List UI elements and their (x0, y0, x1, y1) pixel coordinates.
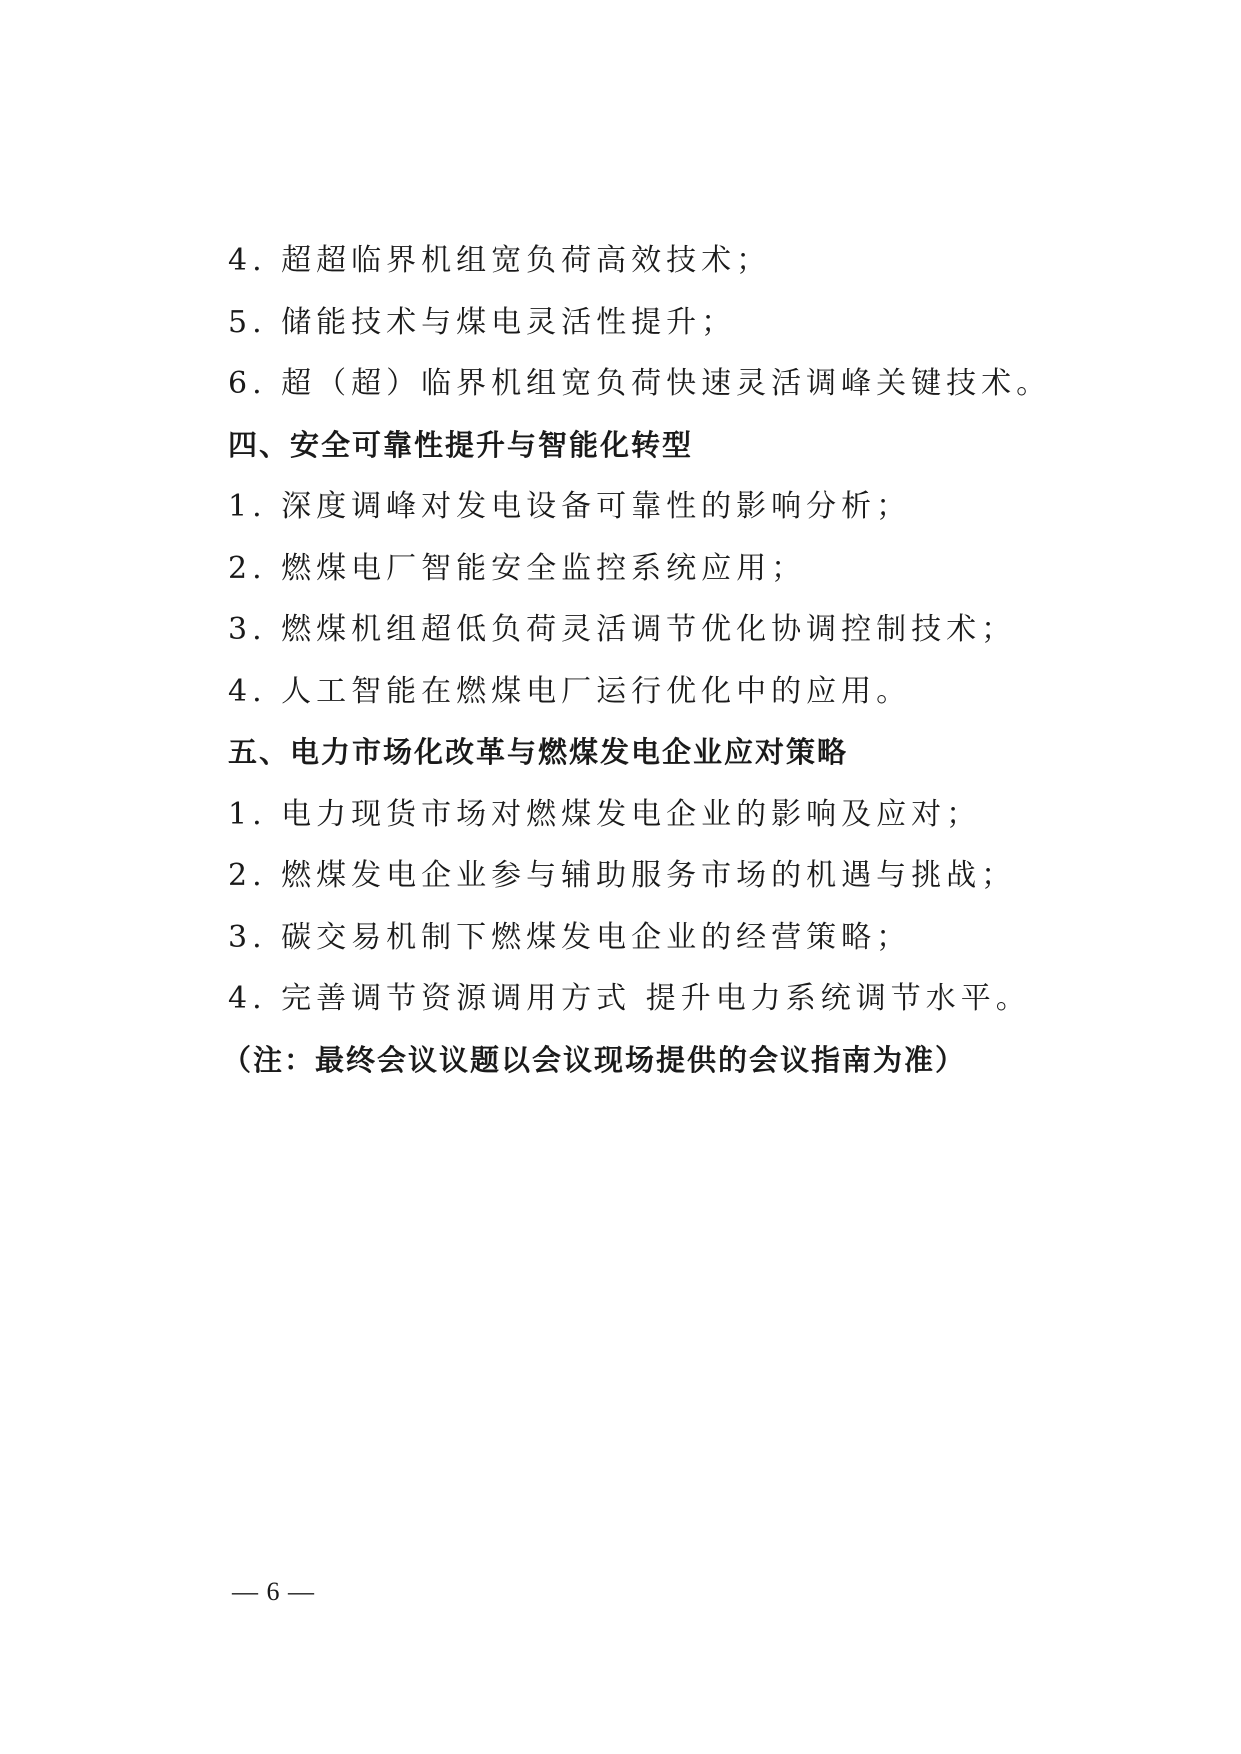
list-item: 2. 燃煤电厂智能安全监控系统应用； (228, 550, 807, 586)
section-heading: 四、安全可靠性提升与智能化转型 (228, 427, 694, 462)
list-item: 5. 储能技术与煤电灵活性提升； (228, 304, 737, 340)
list-item: 3. 燃煤机组超低负荷灵活调节优化协调控制技术； (228, 612, 1017, 647)
list-item: 3. 碳交易机制下燃煤发电企业的经营策略； (228, 919, 912, 955)
section-heading: 五、电力市场化改革与燃煤发电企业应对策略 (228, 735, 849, 769)
list-item: 4. 人工智能在燃煤电厂运行优化中的应用。 (228, 673, 912, 709)
list-item: 1. 深度调峰对发电设备可靠性的影响分析； (228, 489, 912, 524)
list-item: 1. 电力现货市场对燃煤发电企业的影响及应对； (228, 796, 982, 832)
list-item: 4. 完善调节资源调用方式 提升电力系统调节水平。 (228, 981, 1031, 1016)
list-item: 6. 超（超）临界机组宽负荷快速灵活调峰关键技术。 (228, 366, 1052, 401)
document-body (222, 230, 1128, 1091)
list-item: 2. 燃煤发电企业参与辅助服务市场的机遇与挑战； (228, 858, 1017, 893)
page-number: — 6 — (232, 1577, 315, 1606)
list-item: 4. 超超临界机组宽负荷高效技术； (228, 243, 772, 278)
note-text: （注：最终会议议题以会议现场提供的会议指南为准） (222, 1042, 967, 1077)
